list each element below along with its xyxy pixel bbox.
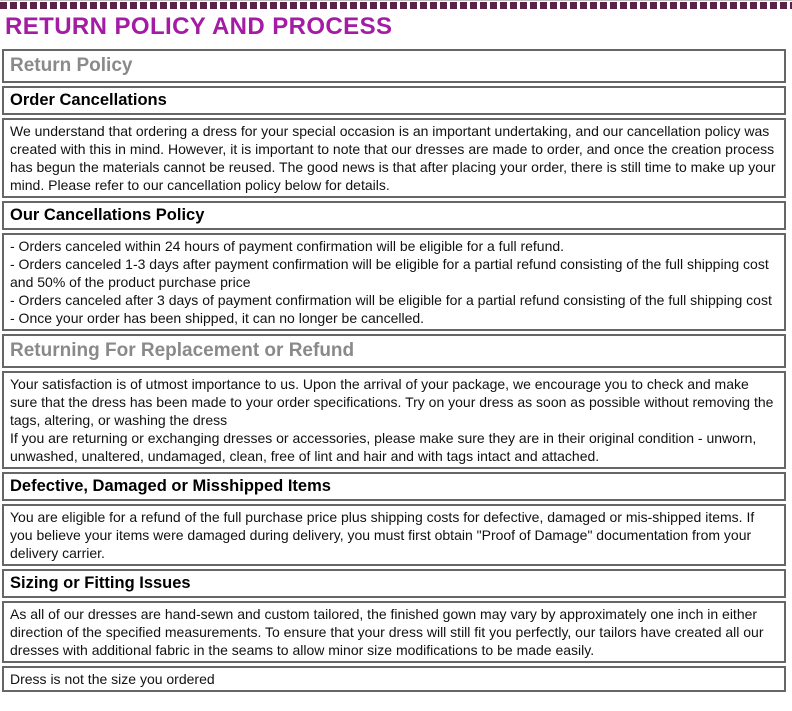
page-title: RETURN POLICY AND PROCESS	[5, 13, 393, 40]
text-line: If you are returning or exchanging dresses or accessories, please make sure they are in their original condition - unworn, unwashed, unaltered, undamaged, clean, free of lint and hair and with tags intact and attached.	[10, 430, 757, 464]
section-header-label: Returning For Replacement or Refund	[10, 340, 355, 361]
text-line: You are eligible for a refund of the full purchase price plus shipping costs for defective, damaged or mis-shipped items. If you believe your items were damaged during delivery, you must first obtain "Proof of Damage" documentation from your delivery carrier.	[10, 509, 755, 561]
policy-table	[2, 49, 786, 692]
section-header-row	[2, 49, 786, 83]
text-line: Dress is not the size you ordered	[10, 671, 215, 687]
text-line: - Orders canceled 1-3 days after payment confirmation will be eligible for a partial refund consisting of the full shipping cost and 50% of the product purchase price	[10, 256, 769, 290]
text-line: - Orders canceled after 3 days of payment confirmation will be eligible for a partial refund consisting of the full shipping cost	[10, 292, 772, 308]
top-hairline	[0, 0, 792, 1]
section-header-label: Our Cancellations Policy	[10, 206, 205, 224]
policy-text-row	[2, 118, 786, 198]
policy-text-row	[2, 601, 786, 663]
text-line: As all of our dresses are hand-sewn and custom tailored, the finished gown may vary by approximately one inch in either direction of the specified measurements. To ensure that your dress will still fit you perfectly, our tailors have created all our dresses with additional fabric in the seams to allow minor size modifications to be made easily.	[10, 606, 764, 658]
text-line: Your satisfaction is of utmost importance to us. Upon the arrival of your package, we encourage you to check and make sure that the dress has been made to your order specifications. Try on your dress as soon as possible without removing the tags, altering, or washing the dress	[10, 376, 774, 428]
section-header-label: Sizing or Fitting Issues	[10, 574, 191, 592]
text-line: - Once your order has been shipped, it can no longer be cancelled.	[10, 310, 425, 326]
text-line: We understand that ordering a dress for your special occasion is an important undertaking, and our cancellation policy was created with this in mind. However, it is important to note that our dresses are made to order, and once the creation process has begun the materials cannot be reused. The good news is that after placing your order, there is still time to make up your mind. Please refer to our cancellation policy below for details.	[10, 123, 776, 193]
section-header-row	[2, 569, 786, 598]
policy-text-row	[2, 504, 786, 566]
dashed-divider	[0, 2, 792, 9]
policy-text-row	[2, 233, 786, 331]
section-header-row	[2, 201, 786, 230]
section-header-label: Return Policy	[10, 55, 133, 76]
policy-text-row	[2, 666, 786, 692]
section-header-row	[2, 472, 786, 501]
section-header-label: Order Cancellations	[10, 91, 167, 109]
policy-text-row	[2, 371, 786, 469]
section-header-label: Defective, Damaged or Misshipped Items	[10, 477, 331, 495]
section-header-row	[2, 86, 786, 115]
section-header-row	[2, 334, 786, 368]
text-line: - Orders canceled within 24 hours of payment confirmation will be eligible for a full refund.	[10, 238, 565, 254]
